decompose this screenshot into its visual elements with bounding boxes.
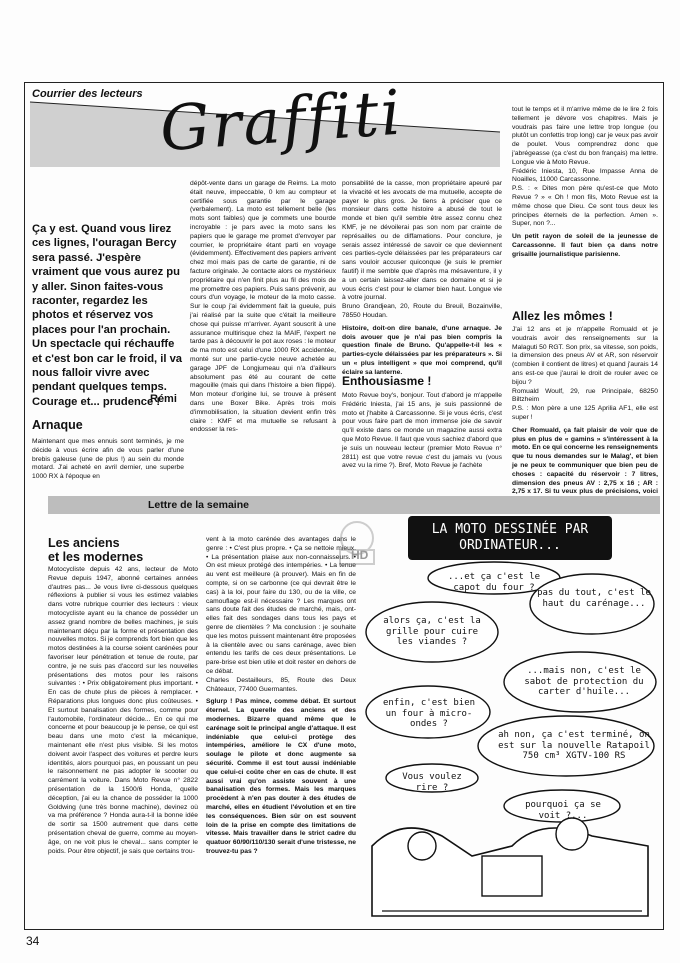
cartoon-bubble-8: pourquoi ça se voit ?... [525, 800, 601, 821]
anciens-continued: vent à la moto carénée des avantages dans le genre : • C'est plus propre. • Ça se nettoie mieux. • La présentation plaise aux non-connaisseurs. • On est mieux protégé des intempéries. • La tenue au vent est meilleure (à prouver). Mais en fin de compte, si on se carbonne (ce qui devrait être le cas) à la loi, pour faire du 130, ou de la ville, ce camouflage est-il nécessaire ? Les marques ont sans doute fait des études de marché, mais, ont-elles fait des sondages dans tous les pays et genre de clientèles ? Ma conclusion : je souhaite que les motos puissent maintenant être proposées à la clientèle avec ou sans carénage, avec bien entendu les tarifs de ces deux présentations. Le pare-brise est bien utile et doit rester en dehors de ce débat. [206, 536, 356, 675]
arnaque-sender: Bruno Grandjean, 20, Route du Breuil, Bozainville, 78550 Houdan. [342, 303, 502, 319]
enthousiasme-continued: tout le temps et il m'arrive même de le lire 2 fois tellement je dévore vos chapitres. Mais je voudrais pas faire une lettre trop longue (ou plutôt un confettis trop long) car je veux pas avoir de poulet. Vous comprendrez donc que j'abrégeasse (ça c'est du bon français) ma lettre. Longue vie à Moto Revue. [512, 106, 658, 166]
cartoon-title [410, 522, 610, 554]
arnaque-continued2: ponsabilité de la casse, mon propriétaire apeuré par la vivacité et les avocats de ma mutuelle, accepte de payer le plus gros. Je tiens à préciser que ce monsieur dans cette histoire a abusé de tout le monde et bien qu'il semble être assez connu chez KMF, je ne dévoilerai pas son nom par crainte de représailles ou de diffamations. Pour conclure, je serais assez intéressé de savoir ce que deviennent ces parties-cycle délaissées par les préparateurs car sans vouloir accuser quiconque (je suis le premier fautif) il me semble que d'après ma mésaventure, il y a un certain laissez-aller dans ce domaine et si je vous écris c'est pour le clamer bien haut. Longue vie à votre journal. [342, 180, 502, 302]
cartoon-bubble-2: pas du tout, c'est le haut du carénage... [537, 588, 651, 609]
arnaque-continued: dépôt-vente dans un garage de Reims. La moto était neuve, impeccable, 0 km au compteur et certifiée sous garantie par le garage (verbalement). La moto est tellement belle (les mots sont faibles) que je commets une bourde incroyable : je pars avec la moto sans les papiers que le garage me promet d'envoyer par courrier, le propriétaire étant parti en voyage (évidemment). Effectivement des papiers arrivent chez moi mais pas de carte de garantie, ni de facture originale. Je contacte alors ce mystérieux propriétaire qui n'en finit plus au fil des mois de me promettre ces papiers. Puis sans prévenir, au cours d'un voyage, le moteur de la moto casse. Sur le coup j'ai évidemment fait la gueule, puis j'ai réalisé par la suite que c'était la meilleure chose qui puisse m'arriver. Ayant souscrit à une assurance multirisque chez la MAIF, l'expert ne tarde pas à découvrir le pot aux roses : le moteur de ma moto est celui d'une 1000 RX accidentée, monté sur une partie-cycle neuve achetée au garage JPF de Longjumeau qui n'a d'ailleurs absolument pas été au courant de cette magouille (mais qui dans l'histoire a bien flippé). Mon moteur d'origine lui, se trouve à présent dans une Boxer Bike. Après trois mois d'immobilisation, la situation devient enfin très claire : KMF et ma mutuelle se refusant à endosser la res- [190, 180, 336, 434]
arnaque-continued-text [190, 180, 336, 492]
enthousiasme-continued-column [512, 106, 658, 308]
allez-ps: P.S. : Mon père a une 125 Aprilia AF1, elle est super ! [512, 405, 658, 421]
enthousiasme-heading: Enthousiasme ! [342, 374, 432, 388]
intro-text: Ça y est. Quand vous lirez ces lignes, l'ouragan Bercy sera passé. J'espère vraiment que vous aurez pu y aller. Sinon faites-vous raconter, regardez les photos et réservez vos places pour l'an prochain. Un spectacle qui réchauffe et c'est bon car le froid, il va nous falloir vivre avec pendant quelques temps. Courage et... prudence ! [32, 223, 183, 408]
cartoon-title-line1: LA MOTO DESSINÉE PAR [431, 522, 589, 537]
cartoon-bubble-1: ...et ça c'est le capot du four ? [447, 572, 541, 593]
cartoon-bubble-7: Vous voulez rire ? [402, 772, 462, 793]
anciens-sender: Charles Destailleurs, 85, Route des Deux Châteaux, 77400 Guermantes. [206, 676, 356, 693]
anciens-continued-column [206, 536, 356, 924]
enthousiasme-text: Moto Revue boy's, bonjour. Tout d'abord je m'appelle Frédéric Iniesta, j'ai 15 ans, je suis passionné de moto et j'habite à Carcassonne. Si je vous écris, c'est pour vous faire part de mon immense joie de savoir qu'il existe dans ce monde un magazine aussi extra que Moto Revue. Il faut que vous sachiez d'abord que je suis un nouveau lecteur (premier Moto Revue n° 2811) est que votre revue c'est du jamais vu (vous avez vu la rime ?). Bref, Moto Revue je l'achète [342, 392, 502, 470]
allez-column [512, 326, 658, 496]
arnaque-heading: Arnaque [32, 418, 83, 432]
allez-heading: Allez les mômes ! [512, 309, 613, 323]
cartoon-bubble-6: ah non, ça c'est terminé, on est sur la nouvelle Ratapoil 750 cm³ XGTV-100 RS [498, 730, 650, 761]
watermark-text: HD [351, 548, 369, 562]
anciens-reply: Sglurp ! Pas mince, comme débat. Et surtout éternel. La querelle des anciens et des modernes. Bizarre quand même que le carénage soit le principal angle d'attaque. Il est indéniable que celui-ci protège des intempéries, améliore le CX d'une moto, soulage le pilote et donc augmente sa sécurité. Comme il est tout aussi indéniable que celui-ci coûte cher en cas de chute. Il est aussi vrai qu'on assiste souvent à une banalisation des formes. Mais les marques procèdent à n'en pas douter à des études de marché, elles en étudient l'évolution et en tire les conséquences. Bien sûr on est souvent loin de la prise en compte des limitations de vitesse. Mais travailler dans le strict cadre du quatuor 60/90/110/130 serait d'une tristesse, ne trouvez-tu pas ? [206, 698, 356, 855]
arnaque-text: Maintenant que mes ennuis sont terminés, je me décide à vous écrire afin de vous parler d'une brebis galeuse (une de plus !) au sein du monde motard. J'ai acheté en avril dernier, une superbe 1000 RX à l'époque en [32, 438, 184, 481]
cartoon-title-line2: ORDINATEUR... [459, 538, 561, 553]
anciens-heading-line1: Les anciens [48, 536, 120, 550]
allez-reply: Cher Romuald, ça fait plaisir de voir que de plus en plus de « gamins » s'intéressent à la moto. En ce qui concerne les renseignements que tu nous demandes sur le Malag', et bien je ne peux te communiquer que bien peu de choses : capacité du réservoir : 7 litres, dimension des pneus AV : 2,75 x 16 ; AR : 2,75 x 17. Si tu veux plus de précisions, voici [512, 426, 658, 496]
lettre-semaine-banner [48, 496, 660, 514]
intro-signature: Rémi [150, 393, 177, 405]
arnaque-reply: Histoire, doit-on dire banale, d'une arnaque. Je dois avouer que je n'ai pas bien compris la question finale de Bruno. Qu'appelle-t-il les « parties-cycle délaissées par les préparateurs ». Si un « plus intelligent » que moi comprend, qu'il éclaire sa lanterne. [342, 324, 502, 376]
cartoon-bubble-5: enfin, c'est bien un four à micro-ondes ? [382, 698, 476, 729]
anciens-heading-line2: et les modernes [48, 550, 144, 564]
anciens-heading [48, 536, 198, 564]
allez-text: J'ai 12 ans et je m'appelle Romuald et je voudrais avoir des renseignements sur la Malaguti 50 RGT. Son prix, sa vitesse, son poids, la dimension des pneus AV et AR, son réservoir (combien il contient de litres) et quand j'aurais 14 ans est-ce que j'aurai le droit de rouler avec ce bijou ? [512, 326, 658, 386]
page-number: 34 [26, 934, 40, 948]
cartoon-bubble-4: ...mais non, c'est le sabot de protection du carter d'huile... [524, 666, 644, 697]
section-header: Courrier des lecteurs [32, 88, 143, 100]
enthousiasme-sender: Frédéric Iniesta, 10, Rue Impasse Anna de Noailles, 11000 Carcassonne. [512, 167, 658, 184]
cartoon-bubble-3: alors ça, c'est la grille pour cuire les viandes ? [383, 616, 481, 647]
allez-sender: Romuald Woulf, 29, rue Principale, 68250 Biltzheim [512, 387, 658, 404]
arnaque-continued2-column [342, 180, 502, 376]
enthousiasme-ps: P.S. : « Dites mon père qu'est-ce que Moto Revue ? » « Oh ! mon fils, Moto Revue est la même chose que Dieu. Ce sont tous deux les principes éternels de la perfection. Amen ». Super, non ?... [512, 185, 658, 228]
lettre-semaine-title: Lettre de la semaine [148, 499, 249, 511]
anciens-text: Motocycliste depuis 42 ans, lecteur de Moto Revue depuis 1947, abonné certaines années d'autres pas... Je vous livre ci-dessous quelques réflexions à publier si vous les estimez valables dans votre rubrique courrier des lecteurs : vieux motocycliste ayant eu la chance de posséder un assez grand nombre de belles machines, je suis maintenant déçu par la forme et présentation des nouvelles motos. Si je comprends fort bien que les motos destinées à la course soient carénées pour favoriser leur pénétration et tenue de route, par contre, je ne suis pas d'accord sur les nouvelles présentations des motos pour les raisons suivantes : • Prix obligatoirement plus important. • En cas de chute plus de pièces à remplacer. • Réparations plus longues donc plus coûteuses. • Et surtout banalisation des formes, comme pour l'automobile, l'ordinateur décide... En ce qui me concerne et pour beaucoup je le pense, ce qui est beau dans une moto c'est la mécanique, maintenant elle n'est plus visible. Si les motos doivent avoir l'aspect des voitures et perdre leurs identités, alors pourquoi pas, en poussant un peu le raisonnement ne pas adopter le scooter ou carrément la voiture. Dans Moto Revue n° 2822 présentation de la 1500/6 Honda, quelle déception, j'ai eu la chance de posséder la 1000 Goldwing (une très bonne machine), devinez où va ma préférence ? Honda aura-t-il la bonne idée de sortir sa 1500 autrement que dans cette présentation cheval de guerre, comme au moyen-âge, on ne voit plus le cheval... sans compter le poids. Pour être objectif, je sais que certains trou- [48, 566, 198, 855]
enthousiasme-reply: Un petit rayon de soleil de la jeunesse de Carcassonne. Il faut bien ça dans notre grisaille journalistique parisienne. [512, 233, 658, 258]
graffiti-title: Graffiti [157, 75, 405, 166]
